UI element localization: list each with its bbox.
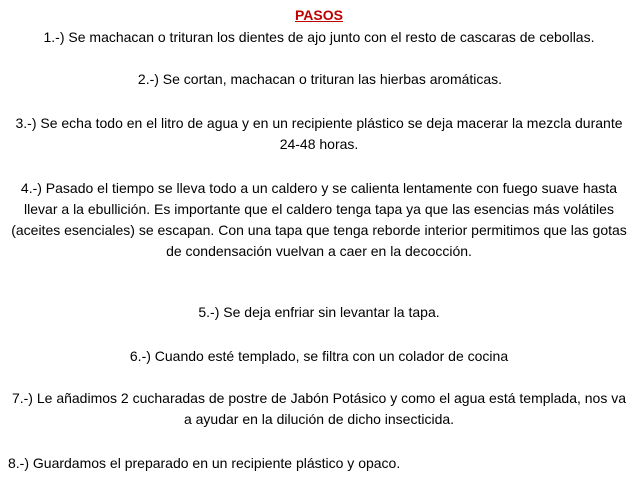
step-7: 7.-) Le añadimos 2 cucharadas de postre de Jabón Potásico y como el agua está templada, nos va a ayudar en la dilución de dicho insecticida. (11, 390, 627, 427)
step-2: 2.-) Se cortan, machacan o trituran las hierbas aromáticas. (137, 71, 503, 87)
step-5: 5.-) Se deja enfriar sin levantar la tapa. (198, 304, 440, 320)
step-1: 1.-) Se machacan o trituran los dientes de ajo junto con el resto de cascaras de cebollas. (43, 29, 595, 45)
step-8: 8.-) Guardamos el preparado en un recipiente plástico y opaco. (8, 455, 401, 471)
step-4: 4.-) Pasado el tiempo se lleva todo a un caldero y se calienta lentamente con fuego suave hasta llevar a la ebullición. Es importante que el caldero tenga tapa ya que las esencias más volátiles (aceites esenciales) se escapan. Con una tapa que tenga reborde interior permitimos que las gotas de condensación vuelvan a caer en la decocción. (11, 180, 627, 259)
page-title: PASOS (295, 7, 343, 23)
step-3: 3.-) Se echa todo en el litro de agua y en un recipiente plástico se deja macerar la mezcla durante 24-48 horas. (15, 115, 623, 152)
step-6: 6.-) Cuando esté templado, se filtra con un colador de cocina (129, 348, 509, 364)
